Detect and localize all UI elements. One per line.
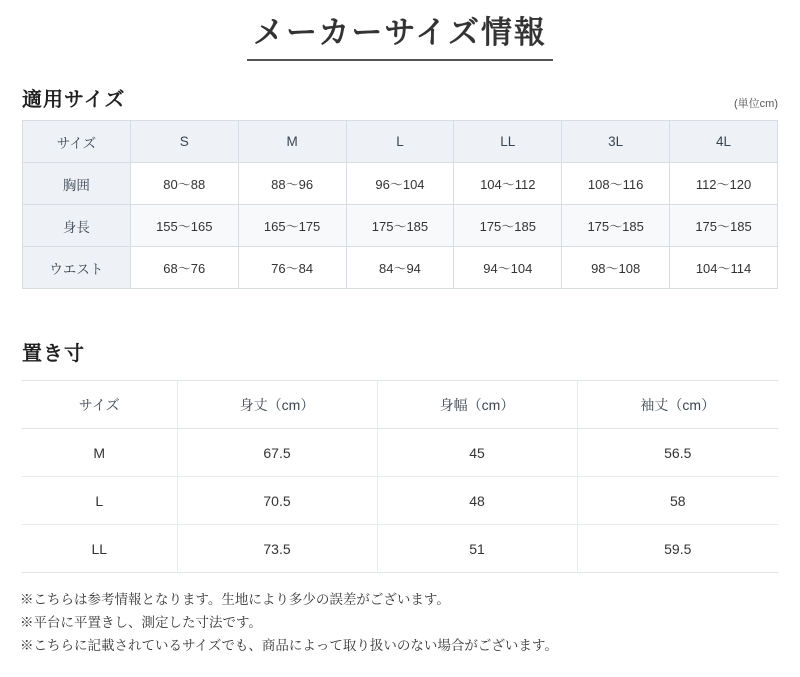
cell-height-s: 155〜165: [130, 205, 238, 247]
cell-waist-3l: 98〜108: [562, 247, 670, 289]
cell-waist-4l: 104〜114: [670, 247, 778, 289]
table-header-row: [22, 381, 778, 429]
applicable-size-table: [22, 120, 778, 289]
cell-height-4l: 175〜185: [670, 205, 778, 247]
cell-height-m: 165〜175: [238, 205, 346, 247]
cell-sleeve-length-ll: 59.5: [664, 540, 692, 557]
cell-waist-l: 84〜94: [346, 247, 454, 289]
cell-body-width-l: 48: [377, 477, 577, 525]
cell-chest-s: 80〜88: [130, 163, 238, 205]
cell-chest-l: 96〜104: [346, 163, 454, 205]
cell-height-l: 175〜185: [346, 205, 454, 247]
main-title-container: [0, 0, 800, 61]
row-header-chest: 胸囲: [23, 163, 131, 205]
column-header-4l: 4L: [670, 121, 778, 163]
cell-size-m: M: [22, 429, 177, 477]
cell-waist-ll: 94〜104: [454, 247, 562, 289]
column-header-body-length: 身丈（cm）: [177, 381, 377, 429]
cell-sleeve-length-l: 58: [577, 477, 778, 525]
cell-height-3l: 175〜185: [562, 205, 670, 247]
flat-measurements-table: [22, 380, 778, 573]
column-header-size: サイズ: [22, 381, 177, 429]
table-row: [23, 163, 778, 205]
column-header-size: サイズ: [23, 121, 131, 163]
note-line-3: ※こちらに記載されているサイズでも、商品によって取り扱いのない場合がございます。: [20, 638, 558, 654]
cell-body-length-ll: 73.5: [177, 525, 377, 573]
cell-waist-s: 68〜76: [130, 247, 238, 289]
cell-chest-3l: 108〜116: [562, 163, 670, 205]
cell-height-ll: 175〜185: [454, 205, 562, 247]
section-heading-applicable-size: 適用サイズ: [22, 89, 126, 112]
cell-chest-ll: 104〜112: [454, 163, 562, 205]
cell-waist-m: 76〜84: [238, 247, 346, 289]
table-row: [22, 477, 778, 525]
row-header-height: 身長: [23, 205, 131, 247]
table-row: [22, 525, 778, 573]
row-header-waist: ウエスト: [23, 247, 131, 289]
cell-size-ll: LL: [22, 525, 177, 573]
unit-note: (単位cm): [734, 98, 778, 111]
notes-block: [20, 589, 800, 658]
column-header-sleeve-length: 袖丈（cm）: [577, 381, 778, 429]
column-header-m: M: [238, 121, 346, 163]
cell-body-width-ll: 51: [377, 525, 577, 573]
column-header-3l: 3L: [562, 121, 670, 163]
table-row: [23, 247, 778, 289]
cell-body-length-l: 70.5: [177, 477, 377, 525]
cell-sleeve-length-m: 56.5: [577, 429, 778, 477]
cell-body-length-m: 67.5: [177, 429, 377, 477]
cell-body-width-m: 45: [377, 429, 577, 477]
cell-size-l: L: [22, 477, 177, 525]
table-header-row: [23, 121, 778, 163]
table-row: [23, 205, 778, 247]
column-header-s: S: [130, 121, 238, 163]
cell-chest-m: 88〜96: [238, 163, 346, 205]
column-header-l: L: [346, 121, 454, 163]
cell-chest-4l: 112〜120: [670, 163, 778, 205]
column-header-ll: LL: [454, 121, 562, 163]
column-header-body-width: 身幅（cm）: [377, 381, 577, 429]
page-title: メーカーサイズ情報: [247, 14, 553, 61]
note-line-2: ※平台に平置きし、測定した寸法です。: [20, 615, 262, 631]
note-line-1: ※こちらは参考情報となります。生地により多少の誤差がございます。: [20, 592, 450, 608]
section-heading-flat-measurements: 置き寸: [22, 343, 85, 366]
table-row: [22, 429, 778, 477]
